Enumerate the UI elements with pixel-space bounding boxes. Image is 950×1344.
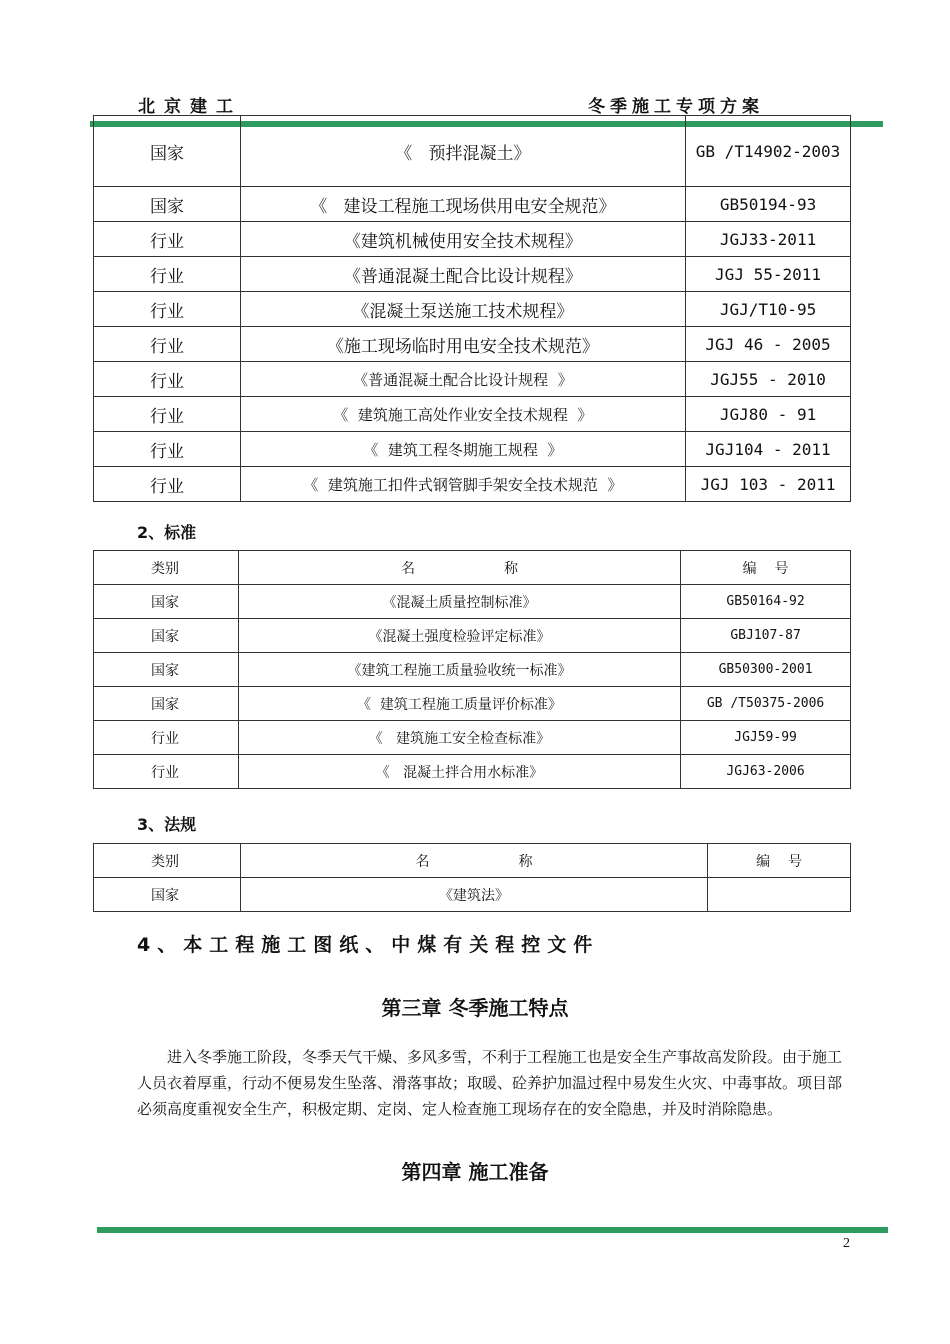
table-row: [94, 397, 851, 432]
table-row: [94, 619, 851, 653]
table-row: [94, 585, 851, 619]
table-row: [94, 222, 851, 257]
row-category: 国家: [94, 653, 239, 687]
table-row: [94, 687, 851, 721]
row-code: [708, 878, 851, 912]
row-category: 行业: [94, 432, 241, 467]
row-code: JGJ 55-2011: [686, 257, 851, 292]
row-name: 《混凝土强度检验评定标准》: [238, 619, 680, 653]
table-row: [94, 327, 851, 362]
row-code: JGJ 46 - 2005: [686, 327, 851, 362]
regulations-table-body: [94, 116, 851, 502]
row-name: 《建筑机械使用安全技术规程》: [240, 222, 685, 257]
row-code: GB /T14902-2003: [686, 116, 851, 187]
table-row: [94, 187, 851, 222]
row-category: 行业: [94, 397, 241, 432]
laws-table-body: [94, 878, 851, 912]
row-name: 《 混凝土拌合用水标准》: [238, 755, 680, 789]
table-row: [94, 721, 851, 755]
row-name: 《施工现场临时用电安全技术规范》: [240, 327, 685, 362]
item4-heading: 4、本工程施工图纸、中煤有关程控文件: [137, 934, 600, 956]
standards-table-body: [94, 585, 851, 789]
table-row: [94, 292, 851, 327]
row-code: JGJ 103 - 2011: [686, 467, 851, 502]
section-title-laws: 3、法规: [137, 815, 197, 834]
table-row: [94, 257, 851, 292]
regulations-table: [93, 115, 851, 502]
row-name: 《建筑工程施工质量验收统一标准》: [238, 653, 680, 687]
row-code: GB /T50375-2006: [681, 687, 851, 721]
row-category: 行业: [94, 292, 241, 327]
row-category: 行业: [94, 721, 239, 755]
row-category: 国家: [94, 585, 239, 619]
row-code: JGJ/T10-95: [686, 292, 851, 327]
row-name: 《建筑法》: [240, 878, 707, 912]
row-code: JGJ104 - 2011: [686, 432, 851, 467]
chapter4-title: 第四章 施工准备: [401, 1160, 549, 1184]
row-code: JGJ55 - 2010: [686, 362, 851, 397]
row-category: 行业: [94, 467, 241, 502]
header-code: 编 号: [681, 551, 851, 585]
table-row: [94, 432, 851, 467]
footer-rule: [97, 1227, 888, 1233]
table-row: [94, 467, 851, 502]
row-name: 《 建设工程施工现场供用电安全规范》: [240, 187, 685, 222]
chapter3-title: 第三章 冬季施工特点: [381, 996, 569, 1020]
standards-table: [93, 550, 851, 789]
header-category: 类别: [94, 551, 239, 585]
row-category: 行业: [94, 327, 241, 362]
row-code: JGJ33-2011: [686, 222, 851, 257]
row-code: GB50300-2001: [681, 653, 851, 687]
row-category: 国家: [94, 619, 239, 653]
header-company: 北京建工: [138, 97, 242, 117]
row-category: 国家: [94, 187, 241, 222]
section-title-standards: 2、标准: [137, 523, 197, 542]
row-code: GBJ107-87: [681, 619, 851, 653]
row-name: 《普通混凝土配合比设计规程》: [240, 257, 685, 292]
chapter3-paragraph: 进入冬季施工阶段，冬季天气干燥、多风多雪，不利于工程施工也是安全生产事故高发阶段。由于施工人员衣着厚重，行动不便易发生坠落、滑落事故；取暖、砼养护加温过程中易发生火灾、中毒事故。项目部必须高度重视安全生产，积极定期、定岗、定人检查施工现场存在的安全隐患，并及时消除隐患。: [137, 1048, 843, 1118]
row-code: JGJ63-2006: [681, 755, 851, 789]
table-row: [94, 116, 851, 187]
row-category: 行业: [94, 257, 241, 292]
table-header-row: [94, 551, 851, 585]
row-category: 国家: [94, 687, 239, 721]
row-name: 《 建筑施工高处作业安全技术规程 》: [240, 397, 685, 432]
row-name: 《混凝土泵送施工技术规程》: [240, 292, 685, 327]
laws-table: [93, 843, 851, 912]
row-name: 《 建筑工程施工质量评价标准》: [238, 687, 680, 721]
page-number: 2: [843, 1236, 850, 1251]
row-category: 国家: [94, 878, 241, 912]
row-code: GB50164-92: [681, 585, 851, 619]
header-code: 编 号: [708, 844, 851, 878]
row-category: 行业: [94, 222, 241, 257]
row-code: GB50194-93: [686, 187, 851, 222]
row-code: JGJ80 - 91: [686, 397, 851, 432]
row-category: 行业: [94, 755, 239, 789]
row-name: 《 建筑施工扣件式钢管脚手架安全技术规范 》: [240, 467, 685, 502]
row-name: 《混凝土质量控制标准》: [238, 585, 680, 619]
table-row: [94, 362, 851, 397]
row-code: JGJ59-99: [681, 721, 851, 755]
row-name: 《普通混凝土配合比设计规程 》: [240, 362, 685, 397]
row-name: 《 建筑工程冬期施工规程 》: [240, 432, 685, 467]
table-row: [94, 653, 851, 687]
table-row: [94, 878, 851, 912]
row-category: 国家: [94, 116, 241, 187]
row-name: 《 预拌混凝土》: [240, 116, 685, 187]
header-document-title: 冬季施工专项方案: [588, 97, 764, 117]
row-name: 《 建筑施工安全检查标准》: [238, 721, 680, 755]
header-name: 名 称: [240, 844, 707, 878]
table-row: [94, 755, 851, 789]
row-category: 行业: [94, 362, 241, 397]
table-header-row: [94, 844, 851, 878]
header-name: 名 称: [238, 551, 680, 585]
header-category: 类别: [94, 844, 241, 878]
